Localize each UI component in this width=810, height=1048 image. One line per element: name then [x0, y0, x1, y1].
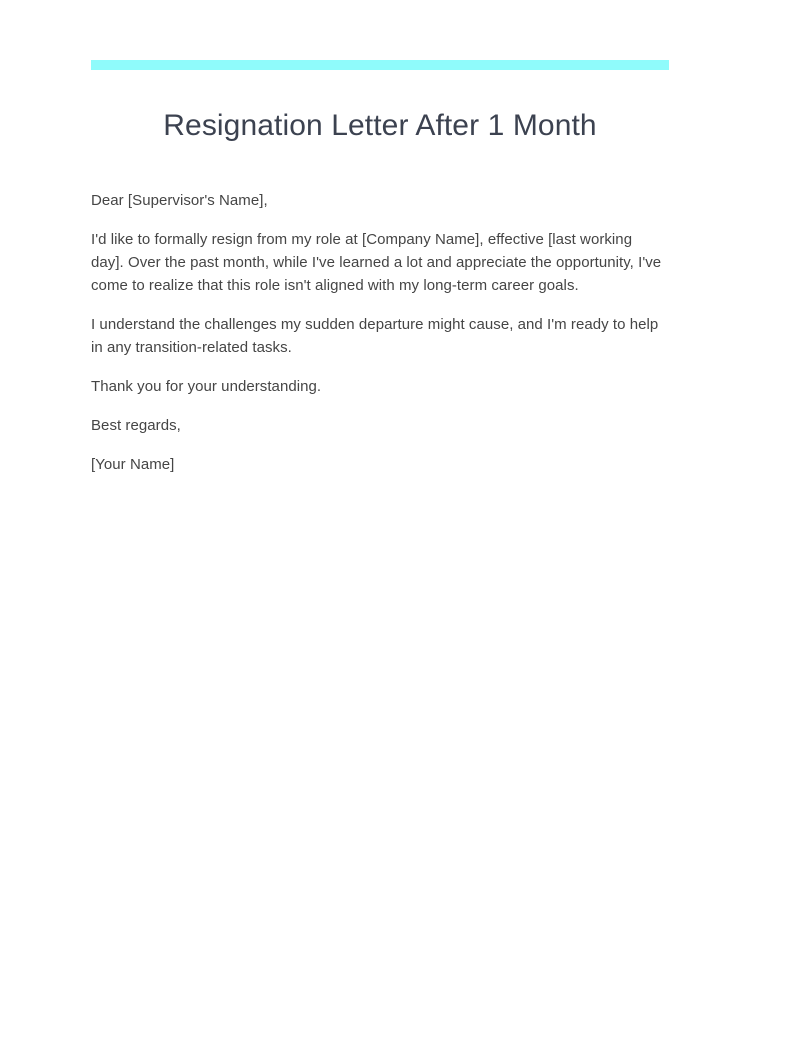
page-title: Resignation Letter After 1 Month [163, 109, 597, 142]
top-accent-bar [91, 60, 669, 70]
letter-paragraph-resignation: I'd like to formally resign from my role at [Company Name], effective [last working day]. Over the past month, while I've learned a lot and appreciate the opportunity, I've come to realize that this role isn't aligned with my long-term career goals. [91, 231, 662, 294]
document-content [91, 0, 669, 476]
letter-body [91, 145, 669, 476]
letter-salutation: Dear [Supervisor's Name], [91, 192, 268, 209]
letter-paragraph-transition: I understand the challenges my sudden departure might cause, and I'm ready to help in any transition-related tasks. [91, 316, 659, 356]
letter-closing: Best regards, [91, 417, 181, 434]
letter-paragraph-thanks: Thank you for your understanding. [91, 378, 322, 395]
letter-signature: [Your Name] [91, 456, 175, 473]
